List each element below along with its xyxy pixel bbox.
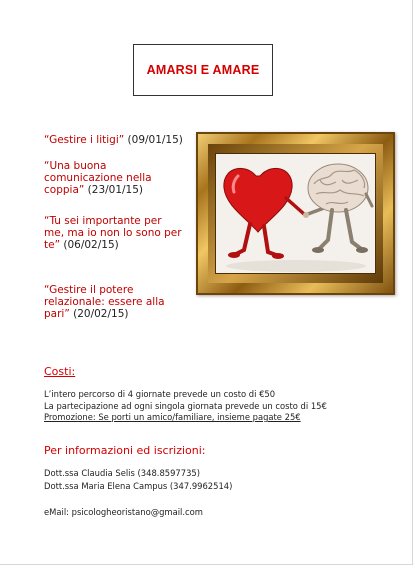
event-date: (23/01/15) (84, 184, 144, 196)
contact-claudia-selis: Dott.ssa Claudia Selis (348.8597735) (44, 468, 201, 478)
picture-frame (196, 132, 395, 295)
event-title-line: comunicazione nella (44, 172, 152, 184)
event-date: (20/02/15) (69, 308, 129, 320)
event-title: “Gestire i litigi” (44, 134, 125, 146)
event-title-line: pari” (44, 308, 70, 320)
costs-heading: Costi: (44, 365, 76, 378)
info-heading: Per informazioni ed iscrizioni: (44, 444, 206, 457)
event-date: (09/01/15) (124, 134, 183, 146)
event-item (44, 215, 182, 251)
event-title-line: “Gestire il potere (44, 284, 134, 296)
heart-and-brain-illustration (216, 154, 375, 273)
page-title: AMARSI E AMARE (146, 63, 260, 77)
event-item (44, 134, 183, 146)
title-box (133, 44, 273, 96)
event-title-line: te” (44, 239, 61, 251)
event-title-line: me, ma io non lo sono per (44, 227, 182, 239)
contact-maria-elena-campus: Dott.ssa Maria Elena Campus (347.9962514) (44, 481, 233, 491)
event-title-line: coppia” (44, 184, 85, 196)
heart-brain-icon (216, 154, 375, 273)
cost-promotion: Promozione: Se porti un amico/familiare, insieme pagate 25€ (44, 412, 301, 422)
event-title-line: relazionale: essere alla (44, 296, 165, 308)
cost-full-course: L’intero percorso di 4 giornate prevede un costo di €50 (44, 389, 276, 399)
contact-email: eMail: psicologheoristano@gmail.com (44, 507, 203, 517)
event-item (44, 160, 152, 196)
event-title-line: “Una buona (44, 160, 107, 172)
event-item (44, 284, 165, 320)
event-title-line: “Tu sei importante per (44, 215, 162, 227)
cost-single-day: La partecipazione ad ogni singola giornata prevede un costo di 15€ (44, 401, 327, 411)
event-date: (06/02/15) (60, 239, 119, 251)
